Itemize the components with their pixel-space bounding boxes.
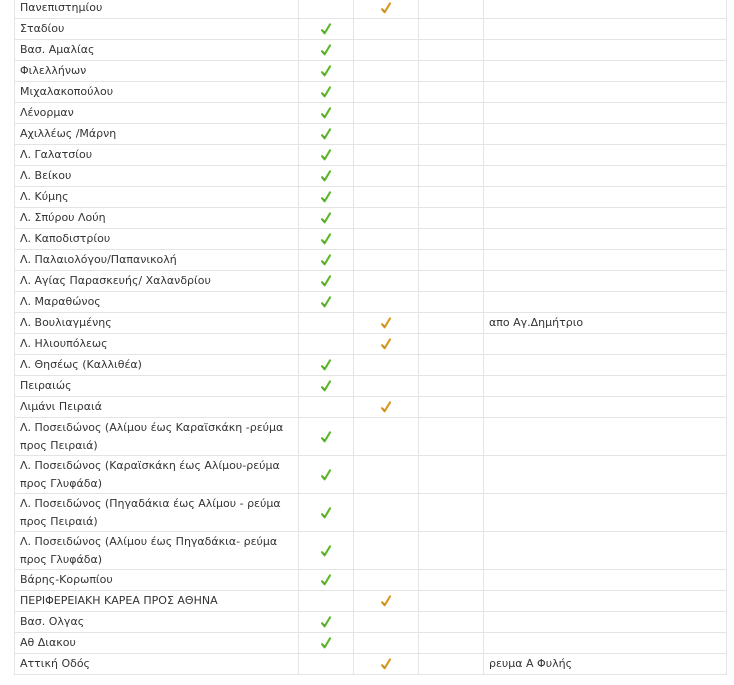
status-cell-1 <box>299 494 354 532</box>
road-name: Λ. Καποδιστρίου <box>15 229 299 250</box>
status-cell-3 <box>419 633 484 654</box>
table-row <box>15 292 727 313</box>
green-checkmark-icon <box>321 507 331 519</box>
status-cell-2 <box>354 124 419 145</box>
status-cell-3 <box>419 292 484 313</box>
status-cell-1 <box>299 313 354 334</box>
status-cell-1 <box>299 355 354 376</box>
status-cell-2 <box>354 355 419 376</box>
table-row <box>15 229 727 250</box>
note-cell <box>484 612 727 633</box>
note-cell <box>484 271 727 292</box>
table-row <box>15 456 727 494</box>
status-cell-1 <box>299 633 354 654</box>
green-checkmark-icon <box>321 574 331 586</box>
status-cell-2 <box>354 187 419 208</box>
table-row <box>15 633 727 654</box>
note-cell <box>484 40 727 61</box>
table-row <box>15 334 727 355</box>
road-name: Λ. Παλαιολόγου/Παπανικολή <box>15 250 299 271</box>
status-cell-2 <box>354 82 419 103</box>
table-row <box>15 271 727 292</box>
note-cell <box>484 418 727 456</box>
status-cell-2 <box>354 532 419 570</box>
road-name: Λιμάνι Πειραιά <box>15 397 299 418</box>
green-checkmark-icon <box>321 149 331 161</box>
green-checkmark-icon <box>321 637 331 649</box>
table-row <box>15 208 727 229</box>
status-cell-1 <box>299 40 354 61</box>
status-cell-2 <box>354 61 419 82</box>
status-cell-2 <box>354 0 419 19</box>
status-cell-3 <box>419 124 484 145</box>
road-name: Λ. Βείκου <box>15 166 299 187</box>
table-row <box>15 397 727 418</box>
status-cell-1 <box>299 271 354 292</box>
status-cell-2 <box>354 229 419 250</box>
status-cell-2 <box>354 612 419 633</box>
status-cell-1 <box>299 82 354 103</box>
table-row <box>15 40 727 61</box>
green-checkmark-icon <box>321 275 331 287</box>
status-cell-3 <box>419 145 484 166</box>
table-row <box>15 124 727 145</box>
status-cell-3 <box>419 166 484 187</box>
road-name: Μιχαλακοπούλου <box>15 82 299 103</box>
table-row <box>15 494 727 532</box>
status-cell-3 <box>419 61 484 82</box>
status-cell-2 <box>354 271 419 292</box>
status-cell-2 <box>354 591 419 612</box>
status-cell-3 <box>419 532 484 570</box>
table-row <box>15 532 727 570</box>
status-cell-1 <box>299 532 354 570</box>
table-row <box>15 612 727 633</box>
status-cell-1 <box>299 397 354 418</box>
green-checkmark-icon <box>321 431 331 443</box>
status-cell-1 <box>299 334 354 355</box>
status-cell-3 <box>419 612 484 633</box>
status-cell-3 <box>419 334 484 355</box>
status-cell-3 <box>419 229 484 250</box>
green-checkmark-icon <box>321 23 331 35</box>
note-cell: απο Αγ.Δημήτριο <box>484 313 727 334</box>
note-cell <box>484 355 727 376</box>
green-checkmark-icon <box>321 616 331 628</box>
status-cell-2 <box>354 418 419 456</box>
table-row <box>15 187 727 208</box>
note-cell <box>484 208 727 229</box>
status-cell-1 <box>299 456 354 494</box>
status-cell-3 <box>419 397 484 418</box>
table-row <box>15 166 727 187</box>
status-cell-1 <box>299 250 354 271</box>
green-checkmark-icon <box>321 254 331 266</box>
status-cell-1 <box>299 103 354 124</box>
table-row <box>15 355 727 376</box>
note-cell <box>484 19 727 40</box>
note-cell <box>484 0 727 19</box>
green-checkmark-icon <box>321 380 331 392</box>
status-cell-1 <box>299 376 354 397</box>
status-cell-3 <box>419 271 484 292</box>
green-checkmark-icon <box>321 469 331 481</box>
status-cell-1 <box>299 187 354 208</box>
status-cell-2 <box>354 292 419 313</box>
note-cell <box>484 633 727 654</box>
status-cell-1 <box>299 166 354 187</box>
status-cell-1 <box>299 124 354 145</box>
status-cell-3 <box>419 654 484 675</box>
road-name: Λ. Μαραθώνος <box>15 292 299 313</box>
note-cell <box>484 103 727 124</box>
status-cell-2 <box>354 103 419 124</box>
note-cell <box>484 229 727 250</box>
road-name: Λ. Γαλατσίου <box>15 145 299 166</box>
road-name: Λ. Κύμης <box>15 187 299 208</box>
orange-checkmark-icon <box>381 658 391 670</box>
road-name: Λ. Αγίας Παρασκευής/ Χαλανδρίου <box>15 271 299 292</box>
traffic-status-table <box>14 0 727 675</box>
status-cell-3 <box>419 591 484 612</box>
note-cell <box>484 166 727 187</box>
road-name: Αχιλλέως /Μάρνη <box>15 124 299 145</box>
note-cell <box>484 124 727 145</box>
note-cell <box>484 591 727 612</box>
status-cell-1 <box>299 19 354 40</box>
status-cell-2 <box>354 208 419 229</box>
status-cell-2 <box>354 397 419 418</box>
status-cell-3 <box>419 313 484 334</box>
note-cell <box>484 334 727 355</box>
status-cell-2 <box>354 456 419 494</box>
table-row <box>15 591 727 612</box>
status-cell-3 <box>419 19 484 40</box>
note-cell <box>484 376 727 397</box>
green-checkmark-icon <box>321 107 331 119</box>
road-name: Λ. Ποσειδώνος (Πηγαδάκια έως Αλίμου - ρεύμα προς Πειραιά) <box>15 494 299 532</box>
status-cell-3 <box>419 250 484 271</box>
status-cell-3 <box>419 103 484 124</box>
status-cell-2 <box>354 633 419 654</box>
note-cell: ρευμα Α Φυλής <box>484 654 727 675</box>
road-name: Φιλελλήνων <box>15 61 299 82</box>
table-row <box>15 376 727 397</box>
note-cell <box>484 187 727 208</box>
orange-checkmark-icon <box>381 2 391 14</box>
note-cell <box>484 250 727 271</box>
road-name: Λ. Θησέως (Καλλιθέα) <box>15 355 299 376</box>
note-cell <box>484 532 727 570</box>
green-checkmark-icon <box>321 65 331 77</box>
table-row <box>15 61 727 82</box>
road-name: Λ. Σπύρου Λούη <box>15 208 299 229</box>
road-name: ΠΕΡΙΦΕΡΕΙΑΚΗ ΚΑΡΕΑ ΠΡΟΣ ΑΘΗΝΑ <box>15 591 299 612</box>
status-cell-3 <box>419 355 484 376</box>
orange-checkmark-icon <box>381 317 391 329</box>
status-cell-2 <box>354 19 419 40</box>
status-cell-1 <box>299 61 354 82</box>
green-checkmark-icon <box>321 296 331 308</box>
green-checkmark-icon <box>321 233 331 245</box>
road-name: Λ. Ποσειδώνος (Αλίμου έως Πηγαδάκια- ρεύμα προς Γλυφάδα) <box>15 532 299 570</box>
table-row <box>15 570 727 591</box>
status-cell-3 <box>419 456 484 494</box>
road-name: Πειραιώς <box>15 376 299 397</box>
orange-checkmark-icon <box>381 401 391 413</box>
orange-checkmark-icon <box>381 595 391 607</box>
status-cell-2 <box>354 570 419 591</box>
status-cell-1 <box>299 654 354 675</box>
green-checkmark-icon <box>321 86 331 98</box>
table-row <box>15 19 727 40</box>
road-name: Αθ Διακου <box>15 633 299 654</box>
table-row <box>15 313 727 334</box>
status-cell-3 <box>419 418 484 456</box>
green-checkmark-icon <box>321 170 331 182</box>
note-cell <box>484 292 727 313</box>
green-checkmark-icon <box>321 212 331 224</box>
green-checkmark-icon <box>321 128 331 140</box>
status-cell-2 <box>354 334 419 355</box>
orange-checkmark-icon <box>381 338 391 350</box>
road-name: Λ. Βουλιαγμένης <box>15 313 299 334</box>
status-cell-1 <box>299 208 354 229</box>
green-checkmark-icon <box>321 545 331 557</box>
status-cell-3 <box>419 82 484 103</box>
green-checkmark-icon <box>321 44 331 56</box>
status-cell-1 <box>299 570 354 591</box>
status-cell-3 <box>419 570 484 591</box>
status-cell-1 <box>299 591 354 612</box>
status-cell-2 <box>354 166 419 187</box>
green-checkmark-icon <box>321 191 331 203</box>
status-cell-1 <box>299 292 354 313</box>
table-row <box>15 418 727 456</box>
status-cell-3 <box>419 0 484 19</box>
status-cell-3 <box>419 40 484 61</box>
table-row <box>15 103 727 124</box>
road-name: Λ. Ποσειδώνος (Καραϊσκάκη έως Αλίμου-ρεύμα προς Γλυφάδα) <box>15 456 299 494</box>
status-cell-1 <box>299 418 354 456</box>
note-cell <box>484 570 727 591</box>
status-cell-2 <box>354 40 419 61</box>
status-cell-1 <box>299 229 354 250</box>
status-cell-2 <box>354 376 419 397</box>
road-name: Λένορμαν <box>15 103 299 124</box>
road-name: Σταδίου <box>15 19 299 40</box>
road-name: Βάρης-Κορωπίου <box>15 570 299 591</box>
note-cell <box>484 494 727 532</box>
status-cell-1 <box>299 145 354 166</box>
road-name: Βασ. Αμαλίας <box>15 40 299 61</box>
status-cell-1 <box>299 612 354 633</box>
status-cell-2 <box>354 250 419 271</box>
road-name: Πανεπιστημίου <box>15 0 299 19</box>
status-cell-3 <box>419 187 484 208</box>
green-checkmark-icon <box>321 359 331 371</box>
table-row <box>15 82 727 103</box>
note-cell <box>484 61 727 82</box>
table-row <box>15 654 727 675</box>
note-cell <box>484 82 727 103</box>
road-name: Λ. Ποσειδώνος (Αλίμου έως Καραϊσκάκη -ρεύμα προς Πειραιά) <box>15 418 299 456</box>
status-cell-3 <box>419 376 484 397</box>
note-cell <box>484 397 727 418</box>
status-cell-1 <box>299 0 354 19</box>
table-row <box>15 0 727 19</box>
road-name: Βασ. Ολγας <box>15 612 299 633</box>
table-row <box>15 145 727 166</box>
status-cell-2 <box>354 313 419 334</box>
status-cell-2 <box>354 654 419 675</box>
status-cell-2 <box>354 145 419 166</box>
note-cell <box>484 456 727 494</box>
status-cell-3 <box>419 208 484 229</box>
table-body <box>15 0 727 675</box>
status-cell-3 <box>419 494 484 532</box>
road-name: Αττική Οδός <box>15 654 299 675</box>
table-row <box>15 250 727 271</box>
status-cell-2 <box>354 494 419 532</box>
note-cell <box>484 145 727 166</box>
road-name: Λ. Ηλιουπόλεως <box>15 334 299 355</box>
